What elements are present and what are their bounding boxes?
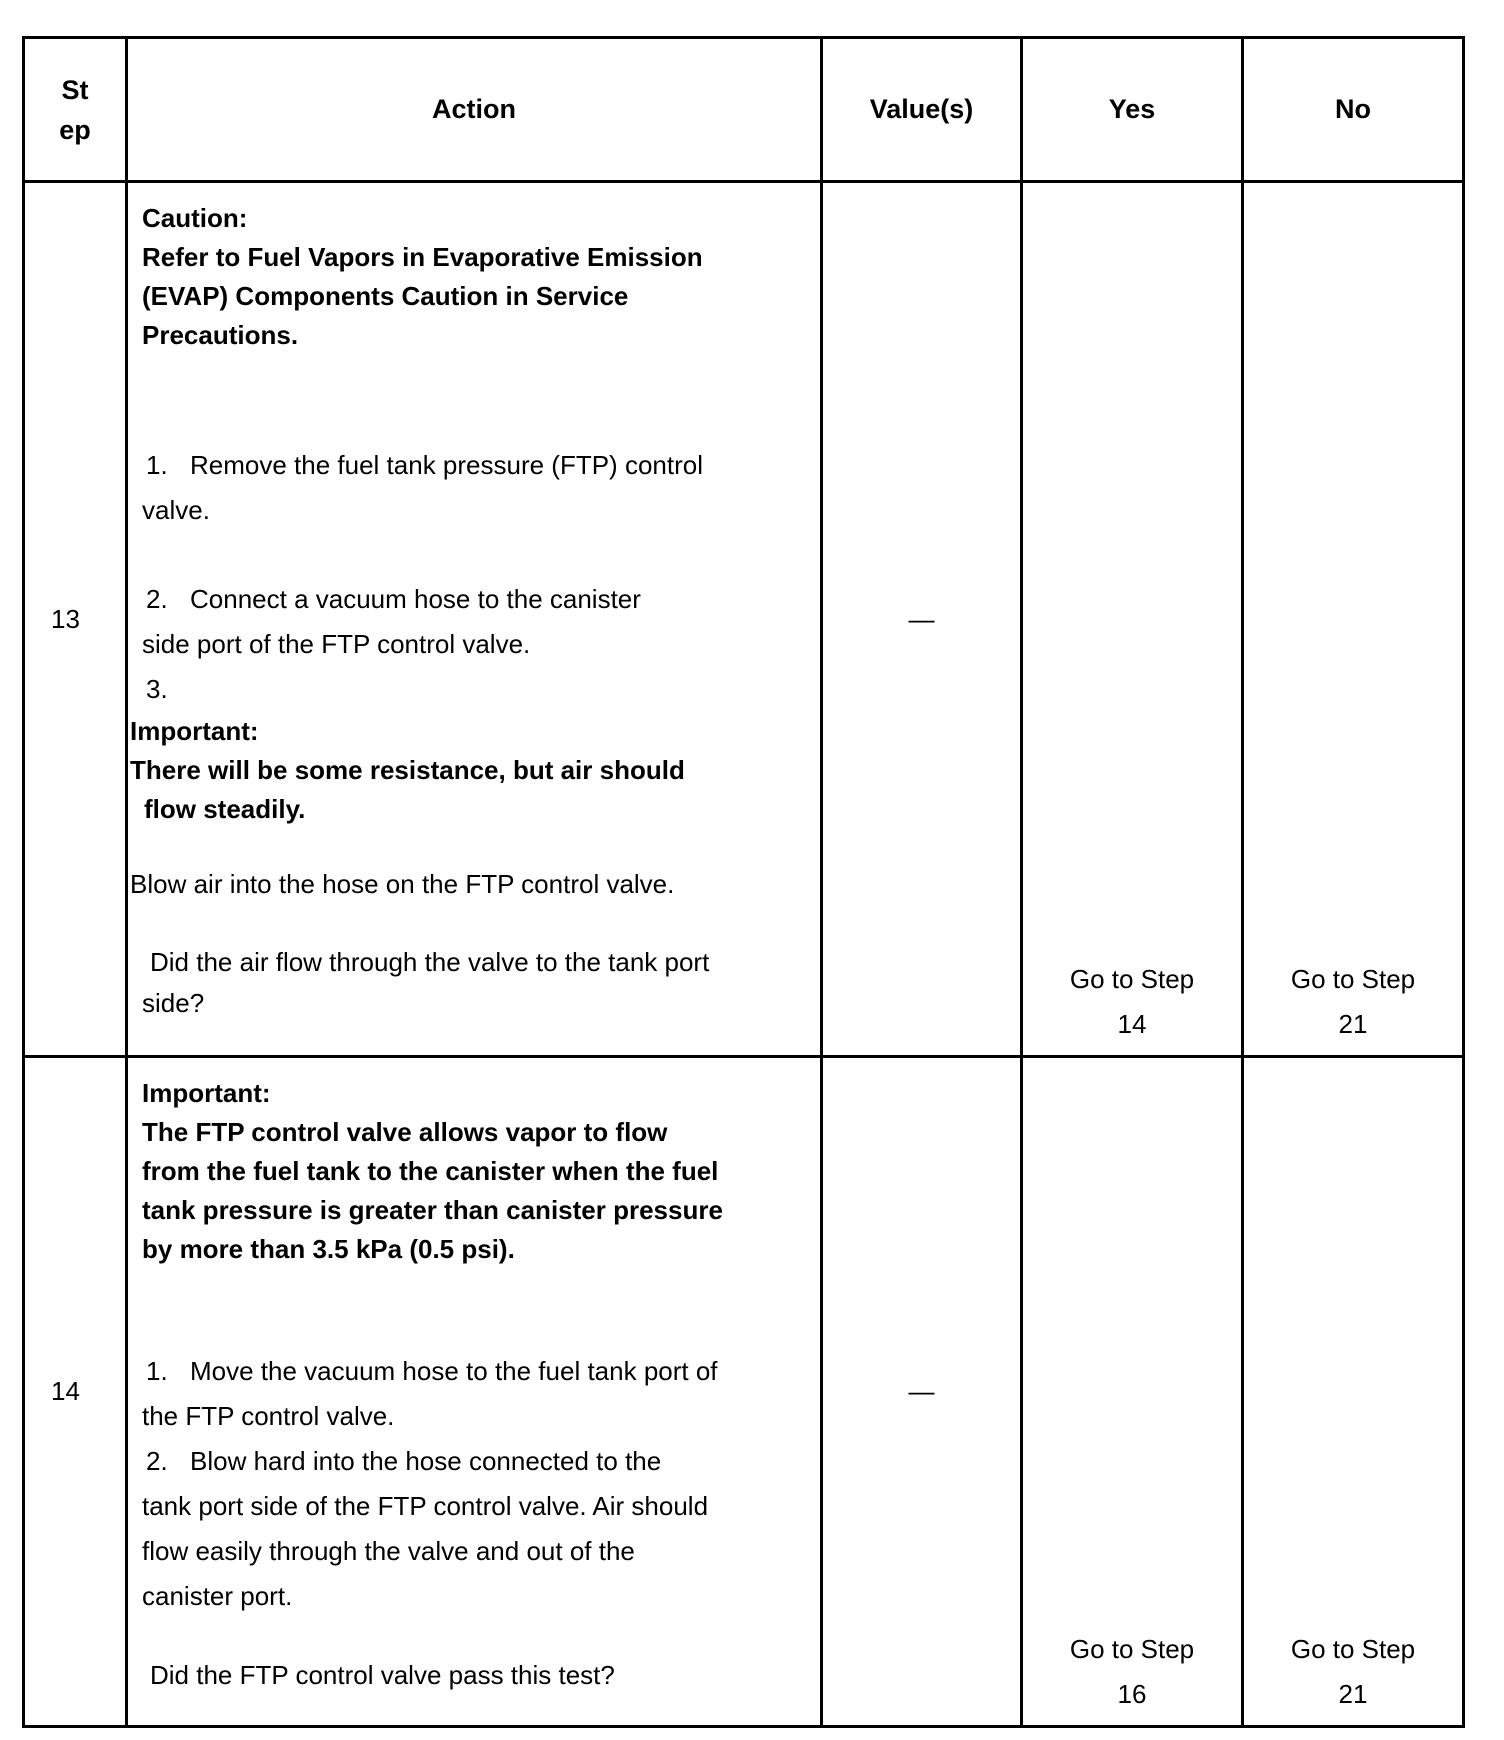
diagnostic-table <box>22 36 1465 1728</box>
list-number: 2. <box>146 1446 168 1476</box>
blow-instruction: Blow air into the hose on the FTP control valve. <box>130 869 675 899</box>
value-cell: — <box>822 182 1022 1057</box>
list-number: 3. <box>146 674 168 704</box>
table-row-step-13 <box>24 182 1464 1057</box>
list-text: Blow hard into the hose connected to the <box>190 1446 662 1476</box>
question <box>128 942 820 1024</box>
yes-cell <box>1022 182 1243 1057</box>
caution-block <box>128 199 820 355</box>
list-number: 2. <box>146 584 168 614</box>
important-label: Important: <box>130 716 259 746</box>
yes-goto-label: Go to Step <box>1069 1634 1195 1664</box>
important-block <box>128 1074 820 1269</box>
no-goto-label: Go to Step <box>1290 1634 1416 1664</box>
no-goto-step: 21 <box>1338 1679 1368 1709</box>
no-goto-step: 21 <box>1338 1009 1368 1039</box>
yes-goto-label: Go to Step <box>1069 964 1195 994</box>
header-no: No <box>1243 38 1464 182</box>
list-text: canister port. <box>142 1581 293 1611</box>
important-block <box>128 712 820 829</box>
yes-goto-step: 14 <box>1117 1009 1147 1039</box>
caution-label: Caution: <box>142 203 248 233</box>
caution-text: Precautions. <box>142 320 299 350</box>
important-text: from the fuel tank to the canister when the fuel <box>142 1156 719 1186</box>
yes-goto-step: 16 <box>1117 1679 1147 1709</box>
important-label: Important: <box>142 1078 271 1108</box>
question-text: Did the air flow through the valve to the tank port <box>150 947 710 977</box>
list-item <box>128 1349 820 1619</box>
caution-text: Refer to Fuel Vapors in Evaporative Emission <box>142 242 703 272</box>
value-cell: — <box>822 1057 1022 1727</box>
list-number: 1. <box>146 1356 168 1386</box>
header-step-line1: St <box>61 74 89 105</box>
important-text: There will be some resistance, but air should <box>130 755 685 785</box>
list-number: 1. <box>146 450 168 480</box>
list-text: the FTP control valve. <box>142 1401 395 1431</box>
header-yes: Yes <box>1022 38 1243 182</box>
important-text: tank pressure is greater than canister pressure <box>142 1195 723 1225</box>
step-number: 13 <box>24 182 127 1057</box>
list-item <box>128 577 820 712</box>
no-cell <box>1243 1057 1464 1727</box>
list-text: tank port side of the FTP control valve. Air should <box>142 1491 709 1521</box>
list-text: valve. <box>142 495 210 525</box>
no-cell <box>1243 182 1464 1057</box>
list-item <box>128 443 820 533</box>
yes-cell <box>1022 1057 1243 1727</box>
list-text: side port of the FTP control valve. <box>142 629 531 659</box>
question-text: Did the FTP control valve pass this test? <box>150 1660 615 1690</box>
action-cell <box>127 182 822 1057</box>
list-text: Move the vacuum hose to the fuel tank port of <box>190 1356 718 1386</box>
step-number: 14 <box>24 1057 127 1727</box>
table-row-step-14 <box>24 1057 1464 1727</box>
header-step-line2: ep <box>59 114 91 145</box>
important-text: The FTP control valve allows vapor to flow <box>142 1117 668 1147</box>
list-text: flow easily through the valve and out of the <box>142 1536 635 1566</box>
important-text: by more than 3.5 kPa (0.5 psi). <box>142 1234 515 1264</box>
header-action: Action <box>127 38 822 182</box>
action-cell <box>127 1057 822 1727</box>
caution-text: (EVAP) Components Caution in Service <box>142 281 629 311</box>
header-row <box>24 38 1464 182</box>
list-text: Remove the fuel tank pressure (FTP) control <box>190 450 703 480</box>
header-values: Value(s) <box>822 38 1022 182</box>
header-step <box>24 38 127 182</box>
question-text: side? <box>142 988 205 1018</box>
list-text: Connect a vacuum hose to the canister <box>190 584 641 614</box>
no-goto-label: Go to Step <box>1290 964 1416 994</box>
important-text: flow steadily. <box>144 794 306 824</box>
